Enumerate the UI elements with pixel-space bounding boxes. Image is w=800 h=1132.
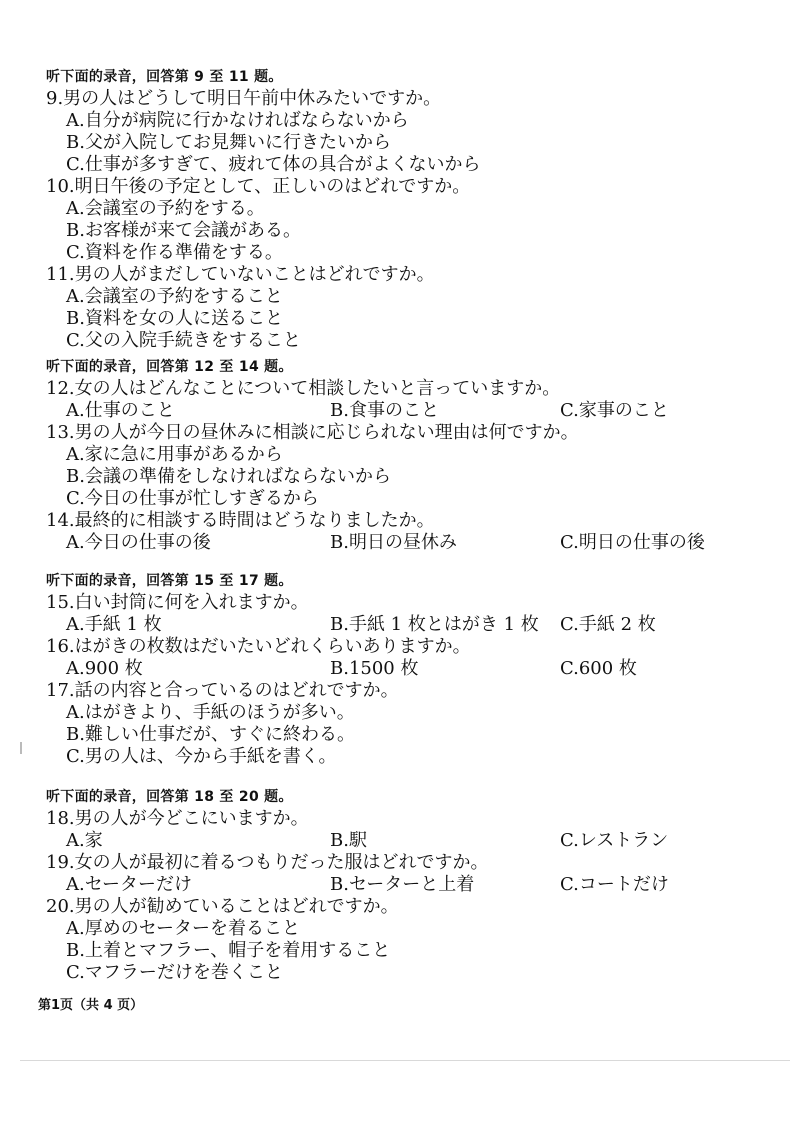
option-13a: A.家に急に用事があるから — [66, 444, 283, 465]
question-10: 10.明日午後の予定として、正しいのはどれですか。 — [46, 176, 471, 197]
section-heading: 听下面的录音，回答第 9 至 11 题。 — [46, 69, 283, 85]
option-16a: A.900 枚 — [66, 658, 143, 679]
question-12: 12.女の人はどんなことについて相談したいと言っていますか。 — [46, 378, 561, 399]
option-18b: B.駅 — [330, 830, 367, 851]
scan-mark — [20, 742, 22, 754]
question-19: 19.女の人が最初に着るつもりだった服はどれですか。 — [46, 852, 489, 873]
option-11c: C.父の入院手続きをすること — [66, 330, 301, 351]
question-16: 16.はがきの枚数はだいたいどれくらいありますか。 — [46, 636, 471, 657]
option-16b: B.1500 枚 — [330, 658, 419, 679]
option-13b: B.会議の準備をしなければならないから — [66, 466, 391, 487]
option-11b: B.資料を女の人に送ること — [66, 308, 283, 329]
question-13: 13.男の人が今日の昼休みに相談に応じられない理由は何ですか。 — [46, 422, 579, 443]
option-15c: C.手紙 2 枚 — [560, 614, 656, 635]
page-footer: 第1页（共 4 页） — [38, 998, 144, 1013]
option-20b: B.上着とマフラー、帽子を着用すること — [66, 940, 391, 961]
option-14c: C.明日の仕事の後 — [560, 532, 705, 553]
option-20a: A.厚めのセーターを着ること — [66, 918, 300, 939]
option-19c: C.コートだけ — [560, 874, 669, 895]
option-9a: A.自分が病院に行かなければならないから — [66, 110, 409, 131]
option-13c: C.今日の仕事が忙しすぎるから — [66, 488, 319, 509]
section-heading: 听下面的录音，回答第 15 至 17 题。 — [46, 573, 293, 589]
option-11a: A.会議室の予約をすること — [66, 286, 283, 307]
question-14: 14.最終的に相談する時間はどうなりましたか。 — [46, 510, 435, 531]
option-10a: A.会議室の予約をする。 — [66, 198, 265, 219]
option-16c: C.600 枚 — [560, 658, 637, 679]
option-14a: A.今日の仕事の後 — [66, 532, 211, 553]
option-17b: B.難しい仕事だが、すぐに終わる。 — [66, 724, 355, 745]
option-19b: B.セーターと上着 — [330, 874, 475, 895]
option-10c: C.資料を作る準備をする。 — [66, 242, 283, 263]
option-12a: A.仕事のこと — [66, 400, 175, 421]
question-18: 18.男の人が今どこにいますか。 — [46, 808, 309, 829]
option-20c: C.マフラーだけを巻くこと — [66, 962, 283, 983]
question-15: 15.白い封筒に何を入れますか。 — [46, 592, 309, 613]
option-18a: A.家 — [66, 830, 103, 851]
option-12b: B.食事のこと — [330, 400, 439, 421]
question-11: 11.男の人がまだしていないことはどれですか。 — [46, 264, 435, 285]
option-14b: B.明日の昼休み — [330, 532, 457, 553]
option-10b: B.お客様が来て会議がある。 — [66, 220, 301, 241]
question-20: 20.男の人が勧めていることはどれですか。 — [46, 896, 399, 917]
section-heading: 听下面的录音，回答第 18 至 20 题。 — [46, 789, 293, 805]
option-19a: A.セーターだけ — [66, 874, 193, 895]
option-15a: A.手紙 1 枚 — [66, 614, 162, 635]
option-9b: B.父が入院してお見舞いに行きたいから — [66, 132, 391, 153]
question-17: 17.話の内容と合っているのはどれですか。 — [46, 680, 399, 701]
option-18c: C.レストラン — [560, 830, 669, 851]
question-9: 9.男の人はどうして明日午前中休みたいですか。 — [46, 88, 442, 109]
option-17c: C.男の人は、今から手紙を書く。 — [66, 746, 337, 767]
option-17a: A.はがきより、手紙のほうが多い。 — [66, 702, 355, 723]
section-heading: 听下面的录音，回答第 12 至 14 题。 — [46, 359, 293, 375]
option-12c: C.家事のこと — [560, 400, 669, 421]
option-15b: B.手紙 1 枚とはがき 1 枚 — [330, 614, 539, 635]
scan-edge-line — [20, 1060, 790, 1061]
option-9c: C.仕事が多すぎて、疲れて体の具合がよくないから — [66, 154, 481, 175]
